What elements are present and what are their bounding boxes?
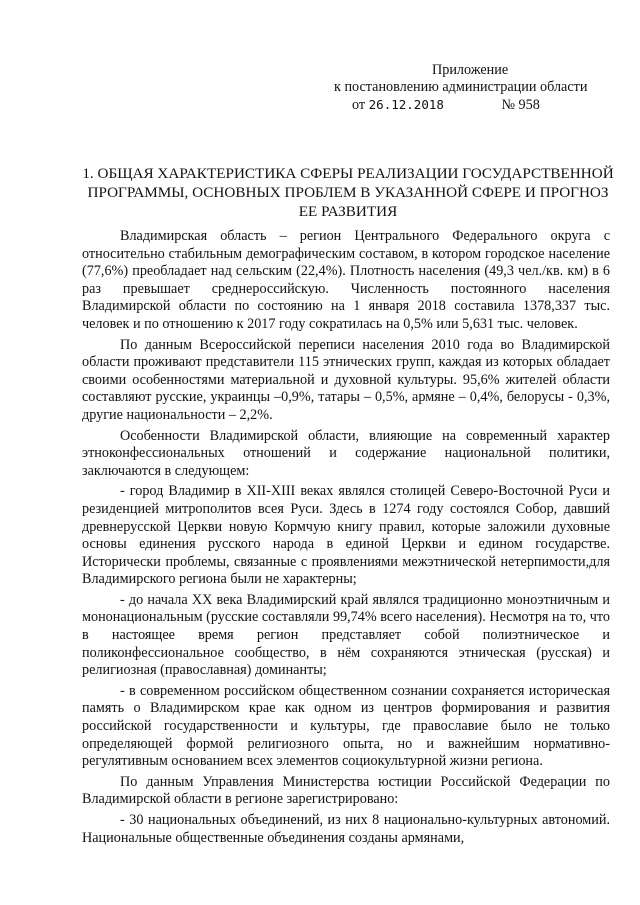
section-heading: 1. ОБЩАЯ ХАРАКТЕРИСТИКА СФЕРЫ РЕАЛИЗАЦИИ ГОСУДАРСТВЕННОЙ ПРОГРАММЫ, ОСНОВНЫХ ПРОБЛЕМ В УКАЗАННОЙ СФЕРЕ И ПРОГНОЗ ЕЕ РАЗВИТИЯ [82, 165, 614, 220]
appendix-date: 26.12.2018 [368, 97, 444, 112]
list-item: - до начала XX века Владимирский край являлся традиционно моноэтничным и мононациональным (русские составляли 99,74% всего населения). Несмотря на то, что в настоящее время регион представляет собой полиэтническое и поликонфессиональное сообщество, в нём сохраняются этническая (русская) и религиозная (православная) доминанты; [82, 591, 610, 679]
paragraph: Владимирская область – регион Центрального Федерального округа с относительно стабильным демографическим составом, в котором городское население (77,6%) преобладает над сельским (22,4%). Плотность населения (49,3 чел./кв. км) в 6 раз превышает среднероссийскую. Численность постоянного населения Владимирской области по состоянию на 1 января 2018 составила 1378,337 тыс. человек и по отношению к 2017 году сократилась на 0,5% или 5,631 тыс. человек. [82, 228, 610, 332]
paragraph: Особенности Владимирской области, влияющие на современный характер этноконфессиональных отношений и содержание национальной политики, заключаются в следующем: [82, 427, 610, 479]
list-item: - 30 национальных объединений, из них 8 национально-культурных автономий. Национальные общественные объединения созданы армянами, [82, 812, 610, 846]
appendix-number: № 958 [501, 97, 540, 113]
appendix-block [312, 62, 612, 114]
paragraph: По данным Управления Министерства юстиции Российской Федерации по Владимирской области в регионе зарегистрировано: [82, 773, 610, 808]
appendix-title: Приложение [432, 62, 509, 78]
paragraph: По данным Всероссийской переписи населения 2010 года во Владимирской области проживают представители 115 этнических групп, каждая из которых обладает своими особенностями материальной и духовной культуры. 95,6% жителей области составляют русские, украинцы –0,9%, татары – 0,5%, армяне – 0,4%, белорусы - 0,3%, другие национальности – 2,2%. [82, 336, 610, 423]
appendix-subtitle: к постановлению администрации области [334, 79, 588, 95]
appendix-date-line [312, 96, 612, 114]
list-item: - город Владимир в XII-XIII веках являлся столицей Северо-Восточной Руси и резиденцией митрополитов всея Руси. Здесь в 1274 году состоялся Собор, давший древнерусской Церкви новую Кормчую книгу правил, которые заложили духовные основы единения русского народа в единой Церкви и едином государстве. Исторически проблемы, связанные с проявлениями межэтнической нетерпимости,для Владимирского региона были не характерны; [82, 483, 610, 588]
document-body [82, 228, 610, 850]
list-item: - в современном российском общественном сознании сохраняется историческая память о Владимирском крае как одном из центров формирования и развития российской государственности и культуры, где православие было не только определяющей формой религиозного опыта, но и важнейшим нормативно-регулятивным основанием всех элементов социокультурной жизни региона. [82, 682, 610, 770]
date-prefix: от [352, 97, 366, 113]
